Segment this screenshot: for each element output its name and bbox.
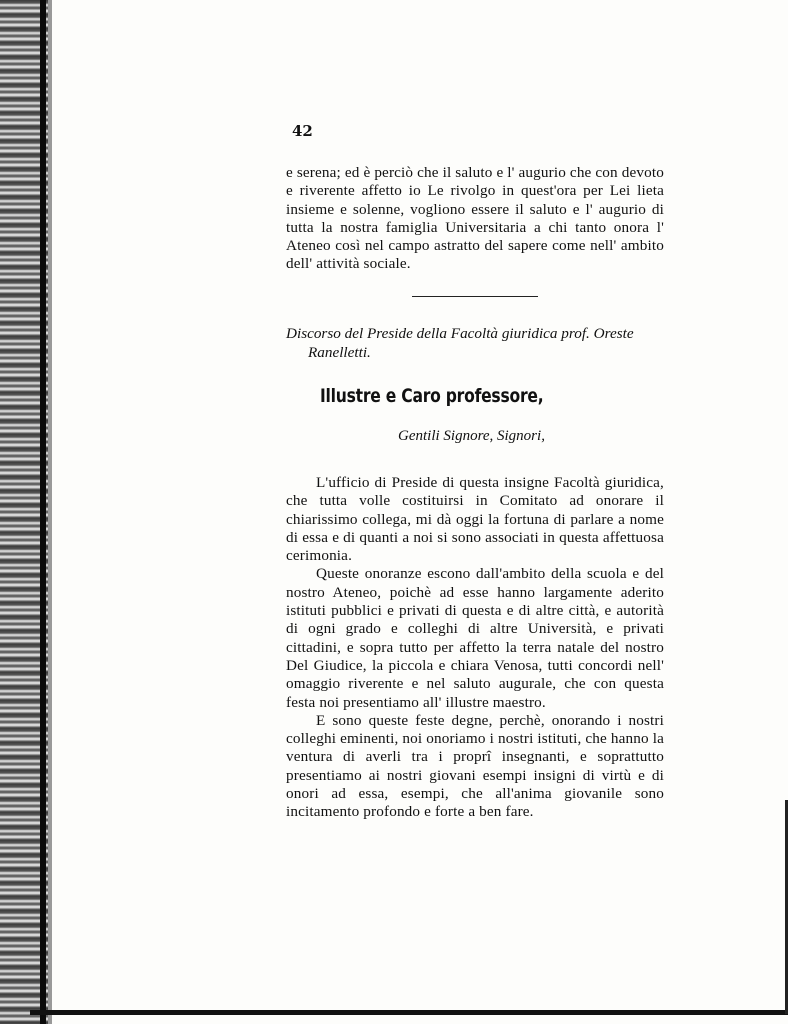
body-paragraph: L'ufficio di Preside di questa insigne Facoltà giuridica, che tutta volle costituirsi in Comitato ad onorare il chiarissimo collega, mi dà oggi la fortuna di parlare a nome di essa e di quanti a noi si sono associati in questa affettuosa cerimonia.: [286, 474, 664, 565]
speech-body: [286, 474, 664, 822]
discourse-line-1: Discorso del Preside della Facoltà giuridica prof. Oreste: [286, 325, 634, 342]
body-paragraph: E sono queste feste degne, perchè, onorando i nostri colleghi eminenti, noi onoriamo i nostri istituti, che hanno la ventura di averli tra i proprî insegnanti, e soprattutto presentiamo ai nostri giovani esempi insigni di virtù e di onori ad essa, esempi, che all'anima giovanile sono incitamento profondo e forte a ben fare.: [286, 711, 664, 821]
discourse-heading: [286, 325, 664, 362]
discourse-line-2: Ranelletti.: [308, 343, 371, 361]
section-separator: [412, 296, 538, 297]
bottom-scan-edge: [30, 1010, 788, 1015]
binding-shadow: [40, 0, 46, 1024]
salutation-heading: Illustre e Caro professore,: [320, 385, 544, 407]
body-paragraph: Queste onoranze escono dall'ambito della scuola e del nostro Ateneo, poichè ad esse hanno largamente aderito istituti pubblici e privati di questa e di altre città, e autorità di ogni grado e colleghi di altre Università, e privati cittadini, e sopra tutto per affetto la terra natale del nostro Del Giudice, la piccola e chiara Venosa, tutti concordi nell' omaggio riverente e nel saluto augurale, che con questa festa noi presentiamo all' illustre maestro.: [286, 565, 664, 711]
intro-text: e serena; ed è perciò che il saluto e l' augurio che con devoto e riverente affetto io Le rivolgo in quest'ora per Lei lieta insieme e solenne, vogliono essere il saluto e l' augurio di tutta la nostra famiglia Universitaria a chi tanto onora l' Ateneo così nel campo astratto del sapere come nell' ambito dell' attività sociale.: [286, 164, 664, 273]
binding-gutter: [48, 0, 52, 1024]
page-number: 42: [292, 122, 313, 140]
intro-paragraph: [286, 164, 664, 274]
sub-salutation: Gentili Signore, Signori,: [398, 428, 545, 444]
